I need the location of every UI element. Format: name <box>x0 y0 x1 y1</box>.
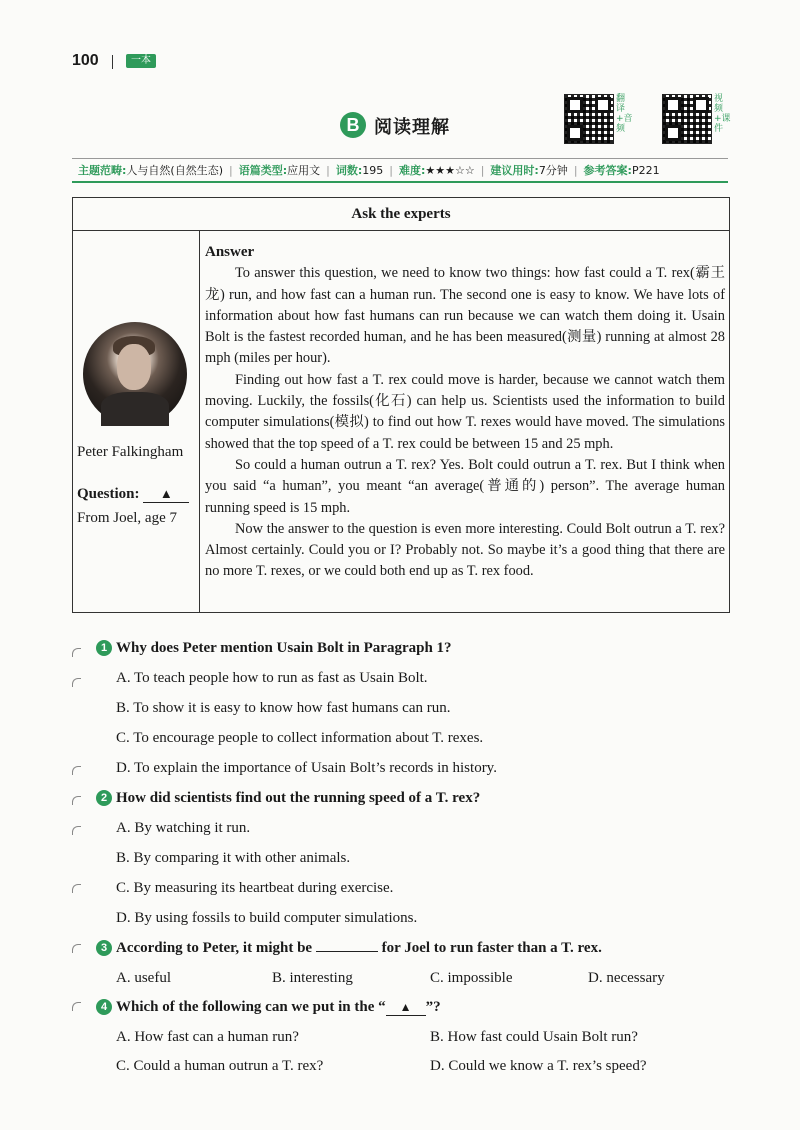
question-from: From Joel, age 7 <box>77 510 177 526</box>
q3-option-a[interactable]: A. useful <box>116 970 171 986</box>
q4-option-d[interactable]: D. Could we know a T. rex’s speed? <box>430 1058 647 1074</box>
info-bar: 主题范畴:人与自然(自然生态) | 语篇类型:应用文 | 词数:195 | 难度:★★★☆☆ | 建议用时:7分钟 | 参考答案:P221 <box>72 158 728 183</box>
q2-option-d[interactable]: D. By using fossils to build computer simulations. <box>116 910 418 926</box>
q4-option-a[interactable]: A. How fast can a human run? <box>116 1029 299 1045</box>
q1-option-d[interactable]: D. To explain the importance of Usain Bolt’s records in history. <box>116 760 497 776</box>
question-blank: ▲ <box>143 486 189 503</box>
paragraph-3: So could a human outrun a T. rex? Yes. Bolt could outrun a T. rex. But I think when you said “a human”, you meant “an average(普通的) person”. The average human running speed is 15 mph. <box>205 456 725 516</box>
q2-option-b[interactable]: B. By comparing it with other animals. <box>116 850 351 866</box>
q2-option-c[interactable]: C. By measuring its heartbeat during exercise. <box>116 880 394 896</box>
paragraph-4: Now the answer to the question is even more interesting. Could Bolt outrun a T. rex? Almost certainly. Could you or I? Probably not. So maybe it’s a good thing that there are no more T. rexes, or we could both end up as T. rex food. <box>205 520 725 580</box>
expert-name: Peter Falkingham <box>77 444 184 460</box>
paragraph-2: Finding out how fast a T. rex could move is harder, because we cannot watch them moving. Luckily, the fossils(化石) can help us. Scientists used the information to build computer simulations(模拟) to find out how T. rexes would have moved. The simulations showed that the top speed of a T. rex could be between 15 and 25 mph. <box>205 371 725 452</box>
question-number-badge: 1 <box>96 640 112 656</box>
q1-option-b[interactable]: B. To show it is easy to know how fast humans can run. <box>116 700 451 716</box>
margin-mark <box>72 648 81 657</box>
qr-right-label: 视频+课件 <box>714 94 731 134</box>
q4-option-b[interactable]: B. How fast could Usain Bolt run? <box>430 1029 638 1045</box>
section-title: 阅读理解 <box>374 117 450 138</box>
question-1-stem: Why does Peter mention Usain Bolt in Paragraph 1? <box>116 640 452 656</box>
q2-option-a[interactable]: A. By watching it run. <box>116 820 251 836</box>
answer-ref-info: 参考答案:P221 <box>583 164 660 177</box>
qr-left-label: 翻译+音频 <box>616 94 633 134</box>
margin-mark <box>72 884 81 893</box>
time-info: 建议用时:7分钟 <box>490 164 568 177</box>
theme-info: 主题范畴:人与自然(自然生态) <box>78 164 223 177</box>
answer-passage <box>205 242 725 583</box>
answer-heading: Answer <box>205 244 255 260</box>
question-2-stem: How did scientists find out the running speed of a T. rex? <box>116 790 481 806</box>
margin-mark <box>72 826 81 835</box>
q1-option-a[interactable]: A. To teach people how to run as fast as Usain Bolt. <box>116 670 428 686</box>
expert-photo <box>83 322 187 426</box>
question-number-badge: 4 <box>96 999 112 1015</box>
q3-option-b[interactable]: B. interesting <box>272 970 353 986</box>
question-1 <box>96 640 452 657</box>
section-letter-badge: B <box>340 112 366 138</box>
margin-mark <box>72 1002 81 1011</box>
question-2 <box>96 790 480 807</box>
word-count-info: 词数:195 <box>335 164 384 177</box>
question-number-badge: 3 <box>96 940 112 956</box>
qr-code-right-icon[interactable] <box>662 94 712 144</box>
margin-mark <box>72 944 81 953</box>
paragraph-1: To answer this question, we need to know two things: how fast could a T. rex(霸王龙) run, and how fast can a human run. The second one is easy to know. We have lots of information about how fast humans can run because we can watch them doing it. Usain Bolt is the fastest recorded human, and he has been measured(测量) running at almost 28 mph (miles per hour). <box>205 265 725 367</box>
header-divider <box>112 55 113 69</box>
article-title: Ask the experts <box>73 198 729 231</box>
question-4-blank: ▲ <box>386 1000 426 1016</box>
qr-code-left-icon[interactable] <box>564 94 614 144</box>
q4-option-c[interactable]: C. Could a human outrun a T. rex? <box>116 1058 324 1074</box>
margin-mark <box>72 766 81 775</box>
genre-info: 语篇类型:应用文 <box>238 164 321 177</box>
margin-mark <box>72 678 81 687</box>
question-4: 4 Which of the following can we put in the “ ▲ ”? <box>96 999 441 1016</box>
answer-blank[interactable] <box>316 951 378 952</box>
article-box <box>72 197 730 613</box>
margin-mark <box>72 796 81 805</box>
q3-option-c[interactable]: C. impossible <box>430 970 513 986</box>
question-3: 3 According to Peter, it might be for Joel to run faster than a T. rex. <box>96 940 602 957</box>
column-divider <box>199 230 200 612</box>
question-line: Question: ▲ <box>77 486 189 503</box>
book-tag: 一本 <box>126 54 156 68</box>
question-number-badge: 2 <box>96 790 112 806</box>
difficulty-info: 难度:★★★☆☆ <box>398 164 475 177</box>
q3-option-d[interactable]: D. necessary <box>588 970 665 986</box>
page-number: 100 <box>72 52 99 69</box>
q1-option-c[interactable]: C. To encourage people to collect information about T. rexes. <box>116 730 484 746</box>
